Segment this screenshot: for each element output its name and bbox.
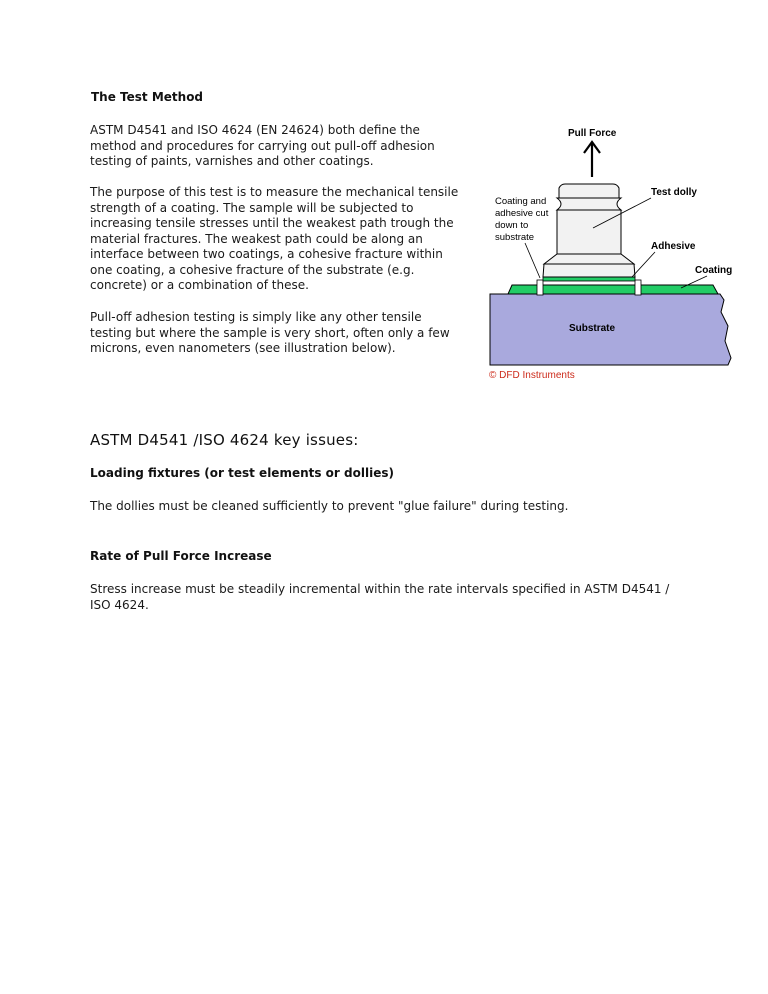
pull-force-label: Pull Force	[568, 128, 617, 139]
text-line: ISO 4624.	[90, 597, 149, 612]
text-line: method and procedures for carrying out pull-off adhesion	[90, 138, 435, 153]
paragraph-standards	[90, 123, 435, 170]
paragraph-pull-off	[90, 310, 450, 357]
coating-cut-right	[635, 280, 641, 295]
text-line: testing of paints, varnishes and other coatings.	[90, 154, 374, 168]
coating-label: Coating	[695, 265, 733, 276]
adhesive-label: Adhesive	[651, 241, 696, 252]
figure-credit: © DFD Instruments	[489, 370, 575, 381]
text-line: The purpose of this test is to measure the mechanical tensile	[90, 185, 459, 199]
text-line: increasing tensile stresses until the weakest path trough the	[90, 216, 454, 230]
coating-cut-label-line: down to	[495, 220, 529, 231]
text-line: material fractures. The weakest path could be along an	[90, 231, 423, 246]
test-dolly-label: Test dolly	[651, 187, 697, 198]
paragraph-purpose	[90, 185, 458, 294]
pull-off-test-illustration	[485, 122, 740, 384]
subsection-title-loading-fixtures: Loading fixtures (or test elements or dollies)	[90, 466, 394, 480]
text-line: ASTM D4541 and ISO 4624 (EN 24624) both define the	[90, 123, 420, 137]
text-line: one coating, a cohesive fracture of the substrate (e.g.	[90, 262, 415, 277]
text-line: testing but where the sample is very short, often only a few	[90, 325, 450, 340]
test-dolly	[543, 184, 635, 277]
paragraph-stress-increase	[90, 582, 669, 613]
section-title-test-method: The Test Method	[91, 90, 204, 104]
text-line: interface between two coatings, a cohesive fracture within	[90, 247, 443, 261]
section-title-key-issues: ASTM D4541 /ISO 4624 key issues:	[90, 431, 359, 449]
text-line: Stress increase must be steadily incremental within the rate intervals specified in ASTM D4541 /	[90, 582, 670, 596]
text-line: strength of a coating. The sample will be subjected to	[90, 200, 414, 215]
subsection-title-pull-rate: Rate of Pull Force Increase	[90, 549, 272, 563]
text-line: concrete) or a combination of these.	[90, 278, 309, 292]
paragraph-dollies: The dollies must be cleaned sufficiently to prevent "glue failure" during testing.	[90, 499, 569, 513]
pull-force-arrow-icon	[584, 142, 600, 177]
coating-cut-leader	[525, 243, 540, 278]
coating-cut-left	[537, 280, 543, 295]
text-line: microns, even nanometers (see illustration below).	[90, 341, 396, 355]
coating-cut-label-line: adhesive cut	[495, 208, 549, 219]
adhesive-layer	[543, 277, 635, 281]
text-line: Pull-off adhesion testing is simply like any other tensile	[90, 310, 422, 324]
coating-cut-label-line: Coating and	[495, 196, 547, 207]
substrate-label: Substrate	[568, 323, 616, 334]
coating-cut-label-line: substrate	[495, 232, 535, 243]
